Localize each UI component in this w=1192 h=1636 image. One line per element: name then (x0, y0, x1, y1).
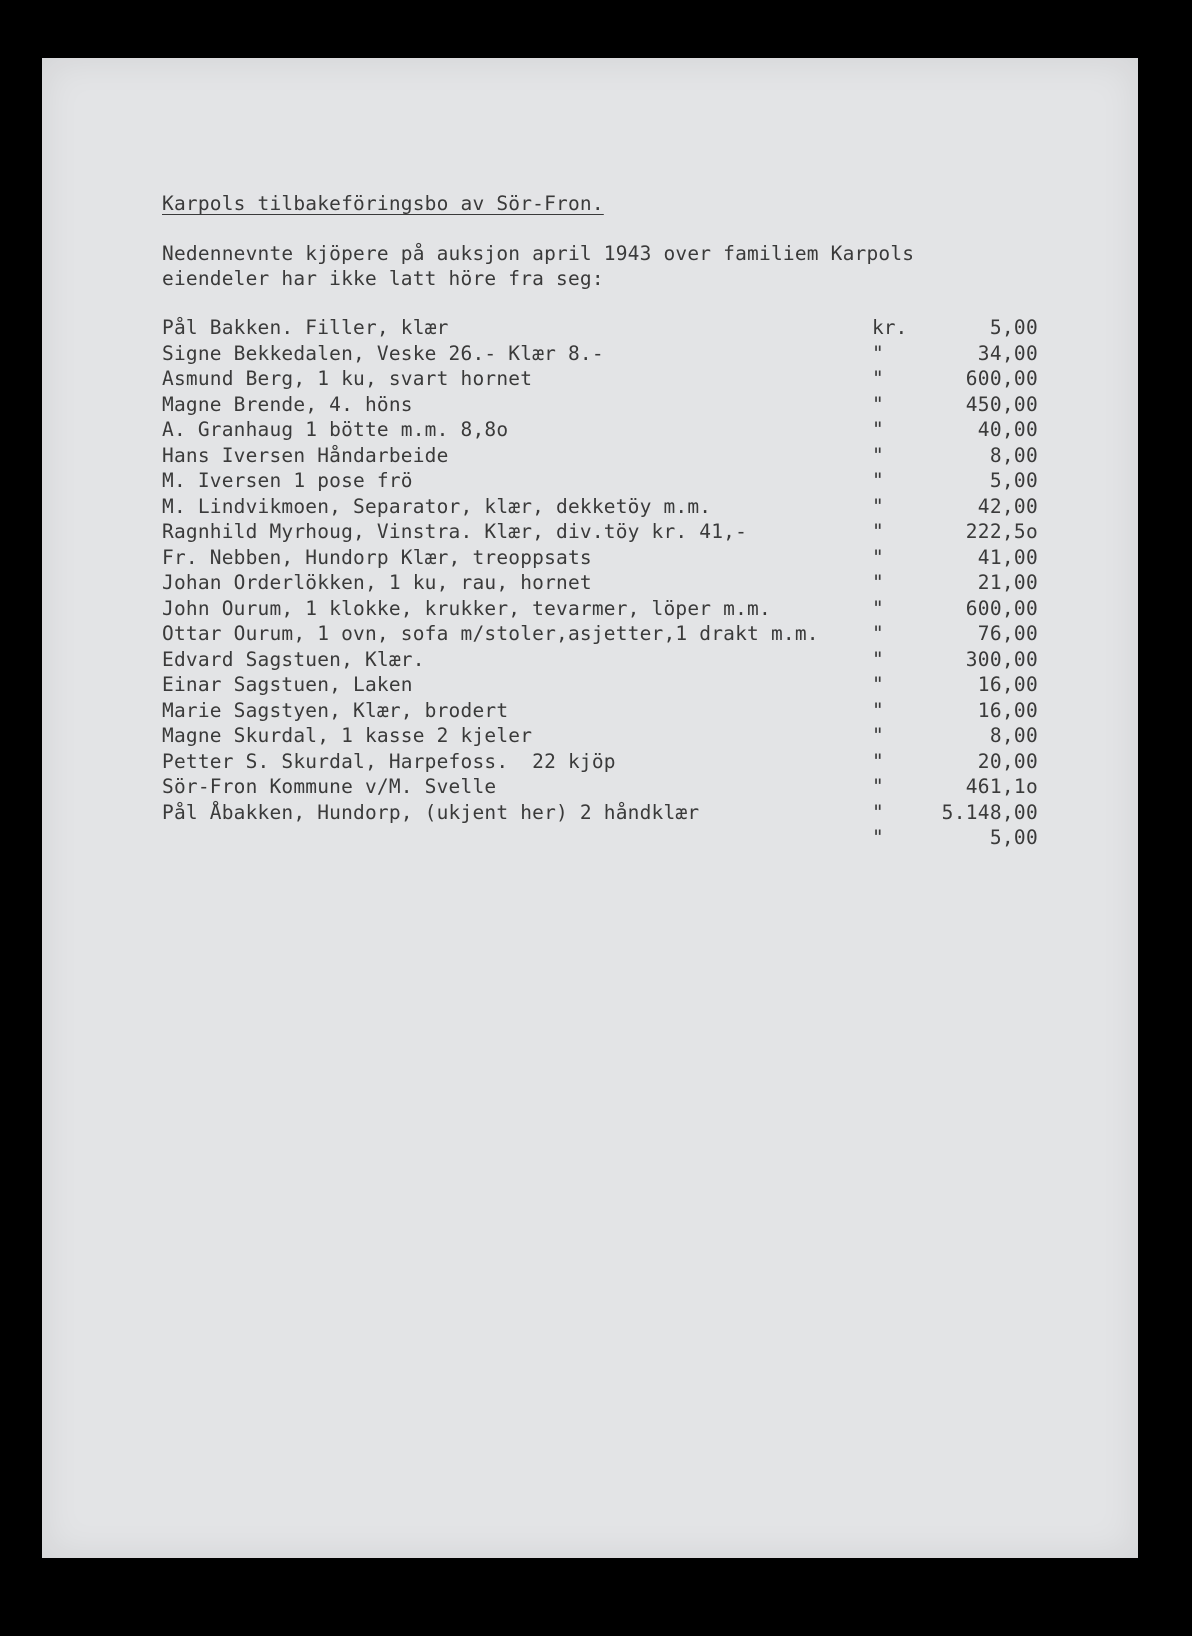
intro-line-2: eiendeler har ikke latt höre fra seg: (162, 267, 604, 290)
list-item (42, 826, 1138, 852)
list-item (42, 316, 1138, 342)
item-description: Johan Orderlökken, 1 ku, rau, hornet (162, 571, 592, 594)
list-item (42, 801, 1138, 827)
item-unit: " (872, 647, 884, 671)
item-amount: 34,00 (977, 341, 1038, 365)
item-unit: " (872, 392, 884, 416)
list-item (42, 546, 1138, 572)
item-unit: " (872, 596, 884, 620)
list-item (42, 571, 1138, 597)
item-unit: " (872, 494, 884, 518)
item-unit: kr. (872, 316, 908, 339)
item-description: Magne Brende, 4. höns (162, 392, 413, 416)
item-description: Einar Sagstuen, Laken (162, 673, 413, 696)
document-title: Karpols tilbakeföringsbo av Sör-Fron. (162, 192, 604, 215)
buyer-list (42, 316, 1138, 852)
item-amount: 5,00 (989, 316, 1038, 339)
item-description: Fr. Nebben, Hundorp Klær, treoppsats (162, 545, 592, 569)
list-item (42, 520, 1138, 546)
item-amount: 20,00 (977, 749, 1038, 773)
item-description: Signe Bekkedalen, Veske 26.- Klær 8.- (162, 341, 604, 365)
item-description: Ragnhild Myrhoug, Vinstra. Klær, div.töy kr. 41,- (162, 520, 748, 543)
list-item (42, 418, 1138, 444)
item-description: Ottar Ourum, 1 ovn, sofa m/stoler,asjetter,1 drakt m.m. (162, 622, 819, 645)
item-amount: 5,00 (989, 469, 1038, 492)
item-unit: " (872, 749, 884, 773)
item-description: Sör-Fron Kommune v/M. Svelle (162, 775, 497, 798)
list-item (42, 699, 1138, 725)
item-description: Petter S. Skurdal, Harpefoss. 22 kjöp (162, 749, 616, 773)
list-item (42, 750, 1138, 776)
item-description: Hans Iversen Håndarbeide (162, 443, 449, 467)
item-amount: 16,00 (977, 673, 1038, 696)
item-amount: 40,00 (977, 418, 1038, 441)
item-description: Edvard Sagstuen, Klær. (162, 647, 425, 671)
item-amount: 5.148,00 (941, 800, 1038, 824)
item-unit: " (872, 520, 884, 543)
list-item (42, 342, 1138, 368)
intro-line-1: Nedennevnte kjöpere på auksjon april 1943 over familiem Karpols (162, 242, 915, 265)
item-amount: 300,00 (965, 647, 1038, 671)
item-unit: " (872, 826, 884, 849)
list-item (42, 597, 1138, 623)
item-amount: 222,5o (965, 520, 1038, 543)
list-item (42, 622, 1138, 648)
list-item (42, 673, 1138, 699)
list-item (42, 444, 1138, 470)
item-unit: " (872, 571, 884, 594)
item-unit: " (872, 443, 884, 467)
item-amount: 8,00 (989, 443, 1038, 467)
list-item (42, 648, 1138, 674)
item-description: Pål Åbakken, Hundorp, (ukjent her) 2 håndklær (162, 800, 700, 824)
item-description: Asmund Berg, 1 ku, svart hornet (162, 367, 533, 390)
item-amount: 5,00 (989, 826, 1038, 849)
item-unit: " (872, 469, 884, 492)
item-amount: 8,00 (989, 724, 1038, 747)
list-item (42, 724, 1138, 750)
item-amount: 76,00 (977, 622, 1038, 645)
list-item (42, 393, 1138, 419)
list-item (42, 775, 1138, 801)
document-body (42, 58, 1138, 1558)
item-unit: " (872, 367, 884, 390)
item-unit: " (872, 698, 884, 722)
item-unit: " (872, 775, 884, 798)
item-unit: " (872, 800, 884, 824)
item-unit: " (872, 724, 884, 747)
item-unit: " (872, 418, 884, 441)
item-unit: " (872, 622, 884, 645)
item-description: M. Iversen 1 pose frö (162, 469, 413, 492)
item-description: John Ourum, 1 klokke, krukker, tevarmer, löper m.m. (162, 596, 771, 620)
list-item (42, 495, 1138, 521)
item-amount: 600,00 (965, 367, 1038, 390)
item-description: Pål Bakken. Filler, klær (162, 316, 449, 339)
item-description: Magne Skurdal, 1 kasse 2 kjeler (162, 724, 533, 747)
item-unit: " (872, 673, 884, 696)
item-amount: 461,1o (965, 775, 1038, 798)
item-description: M. Lindvikmoen, Separator, klær, dekketöy m.m. (162, 494, 712, 518)
item-amount: 42,00 (977, 494, 1038, 518)
list-item (42, 469, 1138, 495)
item-amount: 450,00 (965, 392, 1038, 416)
item-amount: 41,00 (977, 545, 1038, 569)
item-amount: 21,00 (977, 571, 1038, 594)
item-amount: 600,00 (965, 596, 1038, 620)
paper-sheet (42, 58, 1138, 1558)
item-unit: " (872, 545, 884, 569)
item-description: A. Granhaug 1 bötte m.m. 8,8o (162, 418, 509, 441)
item-unit: " (872, 341, 884, 365)
list-item (42, 367, 1138, 393)
item-description: Marie Sagstyen, Klær, brodert (162, 698, 509, 722)
item-amount: 16,00 (977, 698, 1038, 722)
